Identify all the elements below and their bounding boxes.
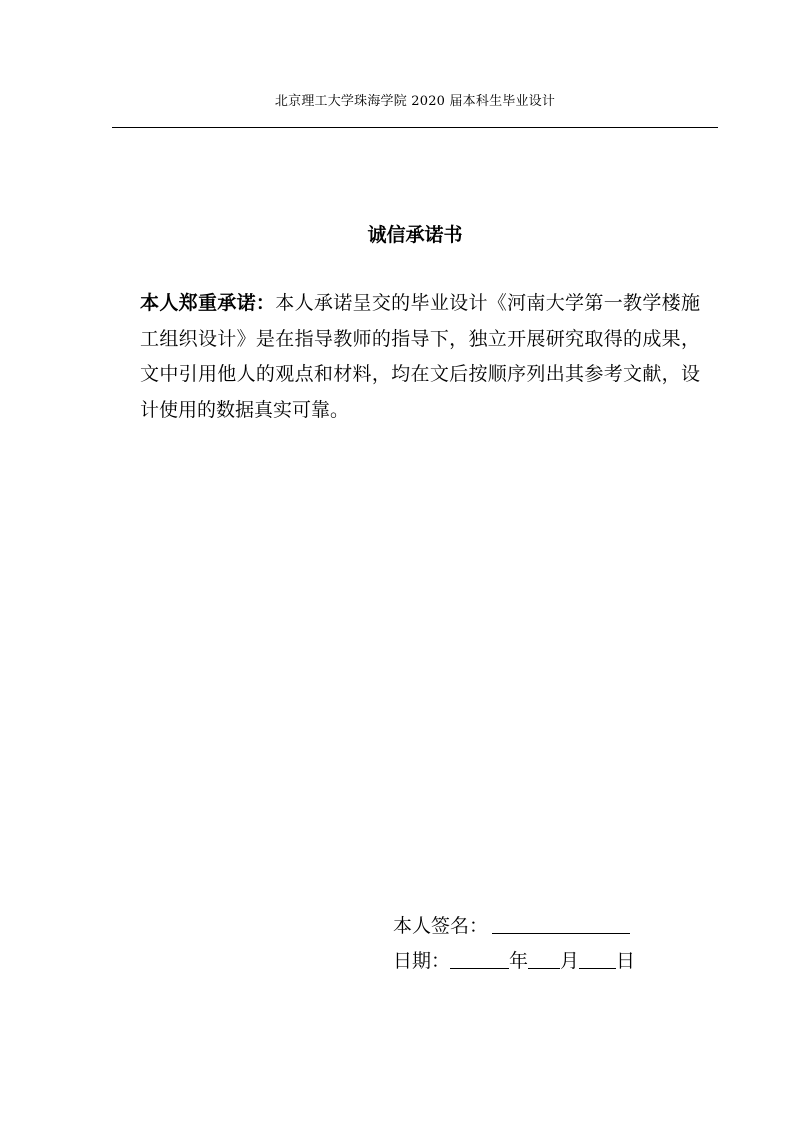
year-line [450, 968, 509, 969]
date-row [393, 944, 635, 979]
year-label: 年 [509, 950, 529, 972]
header-rule [112, 127, 718, 128]
document-title: 诚信承诺书 [367, 224, 463, 246]
pledge-lead: 本人郑重承诺： [140, 292, 276, 314]
signature-block [393, 909, 635, 979]
signature-label: 本人签名： [393, 915, 489, 937]
running-header: 北京理工大学珠海学院 2020 届本科生毕业设计 [274, 94, 556, 109]
pledge-paragraph [140, 286, 700, 428]
date-label: 日期： [393, 950, 451, 972]
day-line [579, 968, 616, 969]
month-line [528, 968, 560, 969]
month-label: 月 [560, 950, 580, 972]
signature-line [492, 933, 630, 934]
pledge-body: 本人承诺呈交的毕业设计《河南大学第一教学楼施工组织设计》是在指导教师的指导下，独立开展研究取得的成果，文中引用他人的观点和材料，均在文后按顺序列出其参考文献，设计使用的数据真实可靠。 [140, 292, 700, 421]
day-label: 日 [616, 950, 636, 972]
signature-row [393, 909, 635, 944]
